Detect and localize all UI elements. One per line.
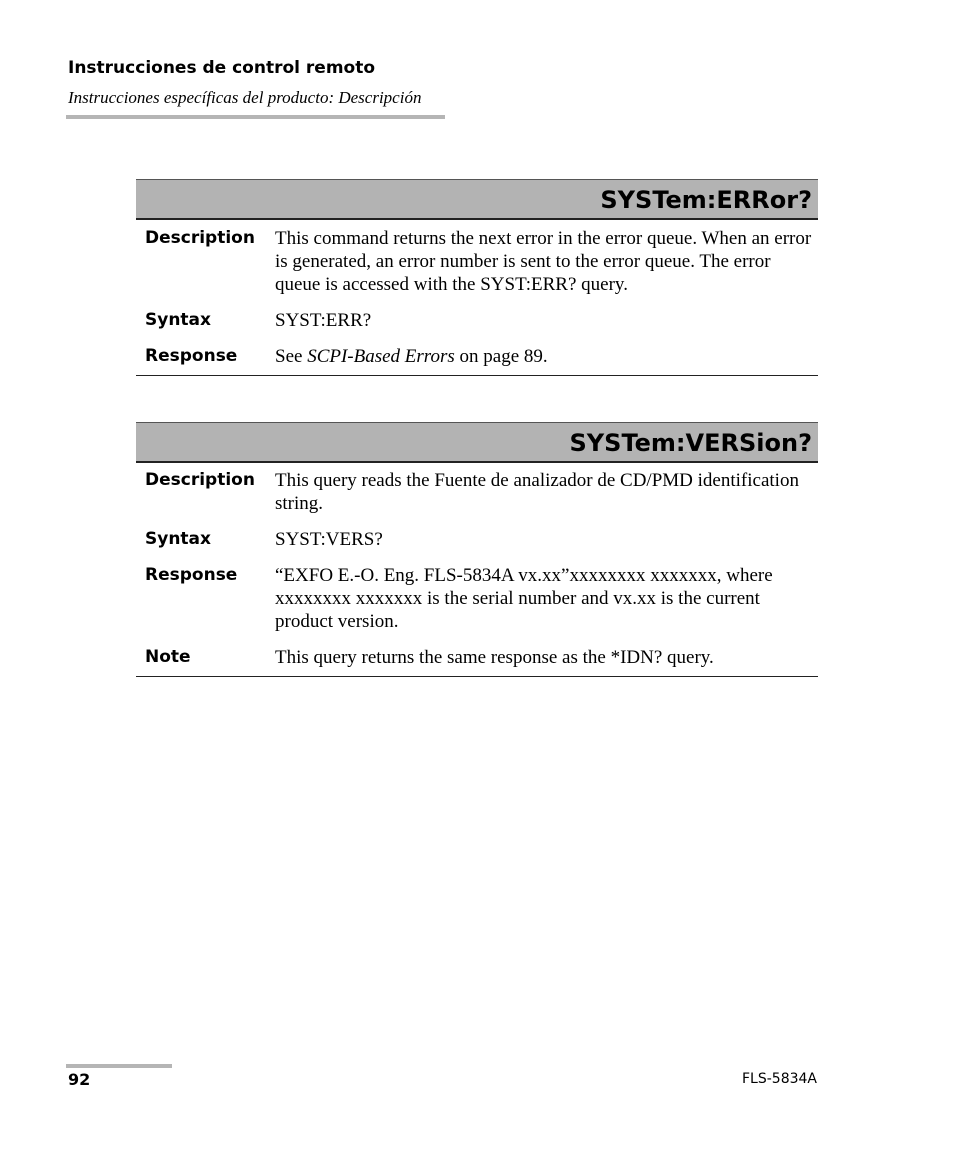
description-row — [136, 227, 818, 296]
response-suffix: on page 89. — [459, 346, 548, 367]
syntax-label: Syntax — [145, 529, 211, 549]
note-text: This query returns the same response as the *IDN? query. — [275, 647, 714, 668]
chapter-title: Instrucciones de control remoto — [68, 58, 376, 78]
description-text: This query reads the Fuente de analizador de CD/PMD identification string. — [275, 470, 799, 514]
description-label: Description — [145, 470, 255, 490]
response-row — [136, 564, 818, 633]
product-model: FLS-5834A — [742, 1071, 817, 1087]
response-row — [136, 345, 818, 368]
syntax-label: Syntax — [145, 310, 211, 330]
command-block-system-version — [136, 422, 818, 677]
footer-divider — [66, 1064, 172, 1068]
command-block-system-error — [136, 179, 818, 376]
syntax-text: SYST:VERS? — [275, 529, 383, 550]
scpi-errors-link[interactable]: SCPI-Based Errors — [307, 346, 455, 367]
response-prefix: See — [275, 346, 303, 367]
header-divider — [66, 115, 445, 119]
response-label: Response — [145, 346, 238, 366]
response-text — [275, 345, 818, 368]
note-row — [136, 646, 818, 669]
section-subtitle: Instrucciones específicas del producto: Descripción — [68, 88, 422, 107]
note-label: Note — [145, 647, 191, 667]
command-title: SYSTem:ERRor? — [136, 179, 818, 220]
command-bottom-rule — [136, 375, 818, 376]
page-number: 92 — [68, 1070, 91, 1089]
syntax-text: SYST:ERR? — [275, 310, 372, 331]
syntax-row — [136, 309, 818, 332]
description-label: Description — [145, 228, 255, 248]
command-title: SYSTem:VERSion? — [136, 422, 818, 463]
syntax-row — [136, 528, 818, 551]
response-text: “EXFO E.-O. Eng. FLS-5834A vx.xx”xxxxxxxx xxxxxxx, where xxxxxxxx xxxxxxx is the serial number and vx.xx is the current product version. — [275, 565, 773, 632]
description-text: This command returns the next error in the error queue. When an error is generated, an error number is sent to the error queue. The error queue is accessed with the SYST:ERR? query. — [275, 228, 812, 295]
response-label: Response — [145, 565, 238, 585]
description-row — [136, 469, 818, 515]
command-bottom-rule — [136, 676, 818, 677]
